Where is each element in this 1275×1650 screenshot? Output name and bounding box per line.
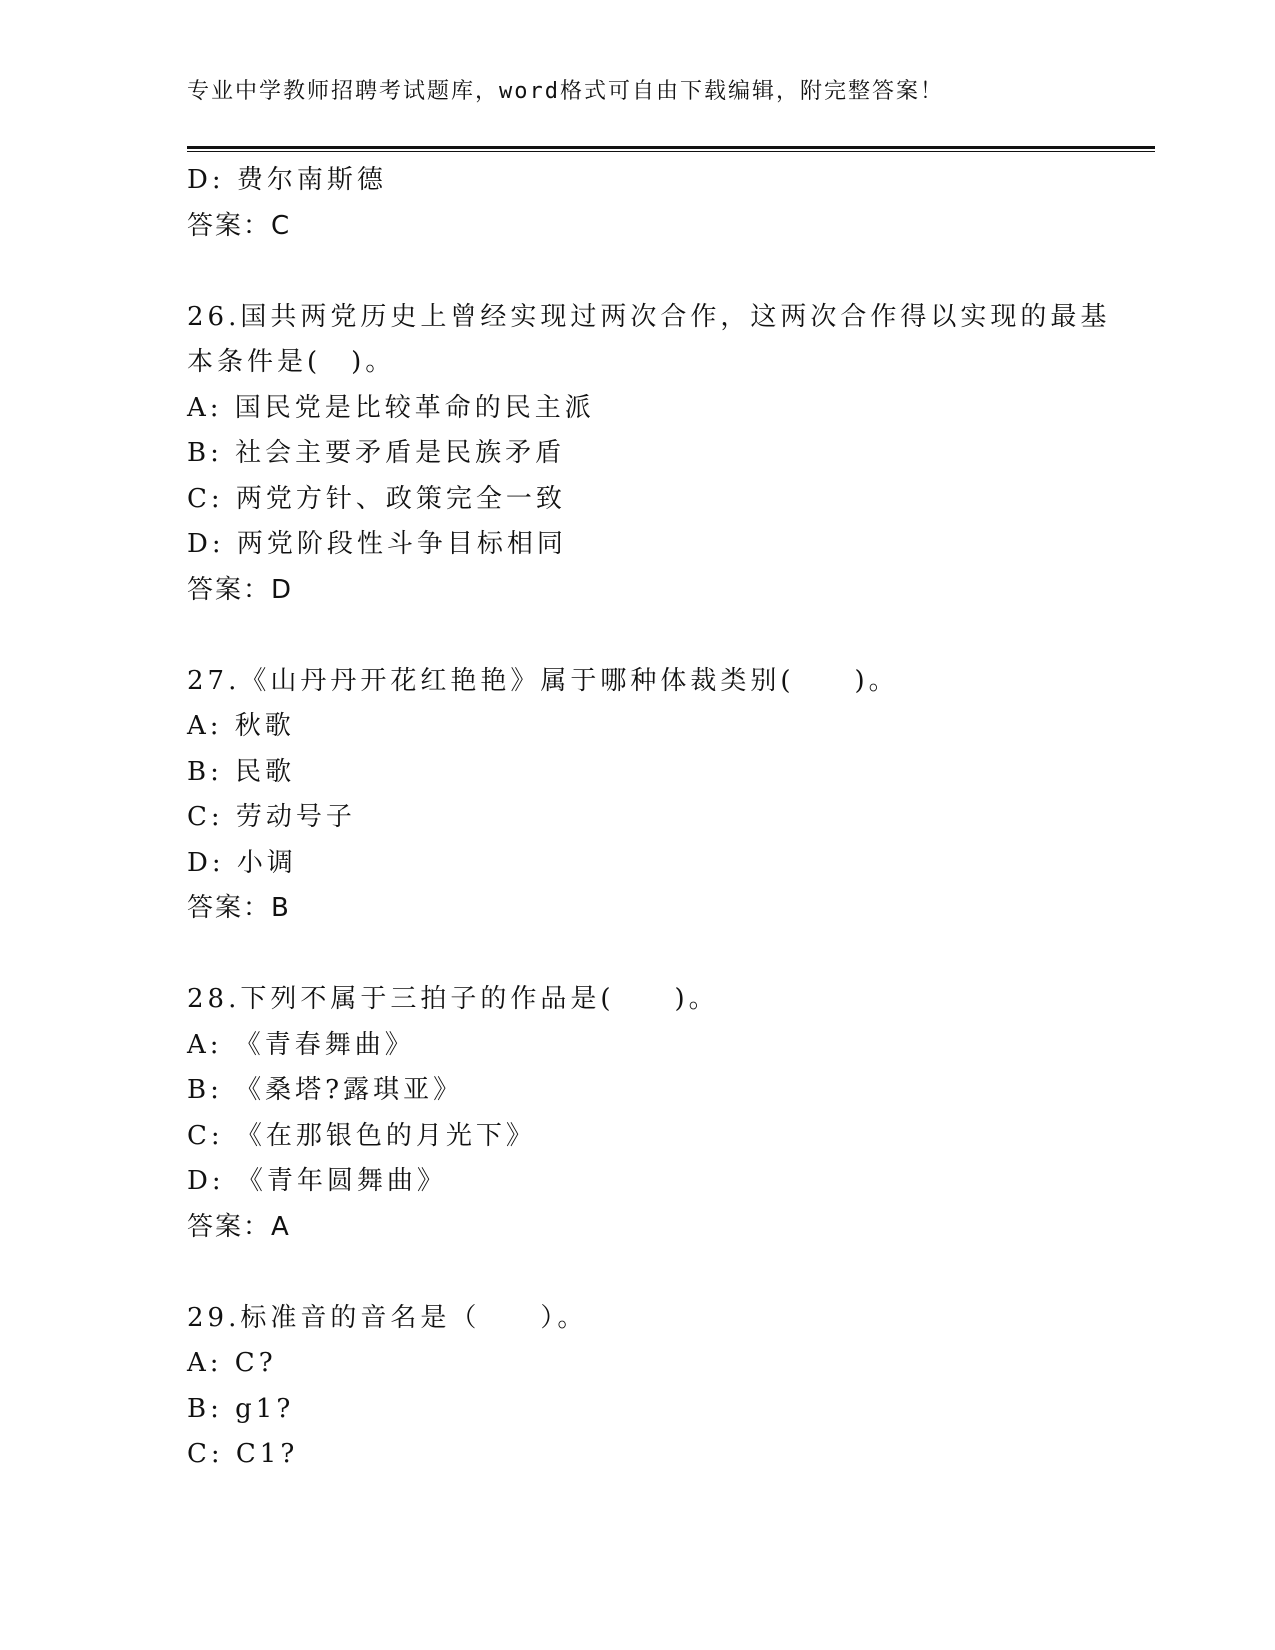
option-d: D: 小调 <box>187 847 297 878</box>
option-b: B: 社会主要矛盾是民族矛盾 <box>187 438 566 468</box>
answer: 答案：C <box>187 210 292 241</box>
spacer <box>187 249 1087 295</box>
page-header: 专业中学教师招聘考试题库，word格式可自由下载编辑，附完整答案！ <box>187 79 944 104</box>
option-d: D: 两党阶段性斗争目标相同 <box>187 529 567 559</box>
answer: 答案：D <box>187 574 294 605</box>
header-rule-thin <box>187 151 1155 152</box>
question-28 <box>187 977 1087 1250</box>
question-26 <box>187 295 1111 614</box>
spacer <box>187 932 1087 978</box>
option-b: B: 《桑塔?露琪亚》 <box>187 1075 464 1105</box>
header-rule-thick <box>187 146 1155 149</box>
option-d: D: 《青年圆舞曲》 <box>187 1166 447 1196</box>
option-d: D: 费尔南斯德 <box>187 165 387 195</box>
option-a: A: C? <box>187 1348 277 1378</box>
question-list <box>187 158 1111 1478</box>
question-stem: 29.标准音的音名是（ ）。 <box>187 1302 588 1333</box>
option-a: A: 国民党是比较革命的民主派 <box>187 392 595 423</box>
question-29 <box>187 1296 1087 1478</box>
answer: 答案：B <box>187 893 291 923</box>
question-stem-continued: 本条件是( )。 <box>187 347 396 377</box>
option-c: C: C1? <box>187 1439 299 1469</box>
spacer <box>187 1250 1087 1296</box>
option-a: A: 《青春舞曲》 <box>187 1029 415 1060</box>
spacer <box>187 613 1087 659</box>
question-25-tail <box>187 158 1087 249</box>
question-27 <box>187 659 1087 932</box>
question-stem: 28.下列不属于三拍子的作品是( )。 <box>187 984 719 1014</box>
option-c: C: 两党方针、政策完全一致 <box>187 483 566 514</box>
question-stem: 27.《山丹丹开花红艳艳》属于哪种体裁类别( )。 <box>187 665 899 696</box>
option-c: C: 劳动号子 <box>187 802 356 832</box>
answer: 答案：A <box>187 1211 291 1242</box>
question-stem: 26.国共两党历史上曾经实现过两次合作，这两次合作得以实现的最基 <box>187 301 1111 332</box>
option-b: B: 民歌 <box>187 756 296 787</box>
option-a: A: 秋歌 <box>187 711 295 741</box>
option-c: C: 《在那银色的月光下》 <box>187 1120 536 1151</box>
option-b: B: g1? <box>187 1393 295 1424</box>
